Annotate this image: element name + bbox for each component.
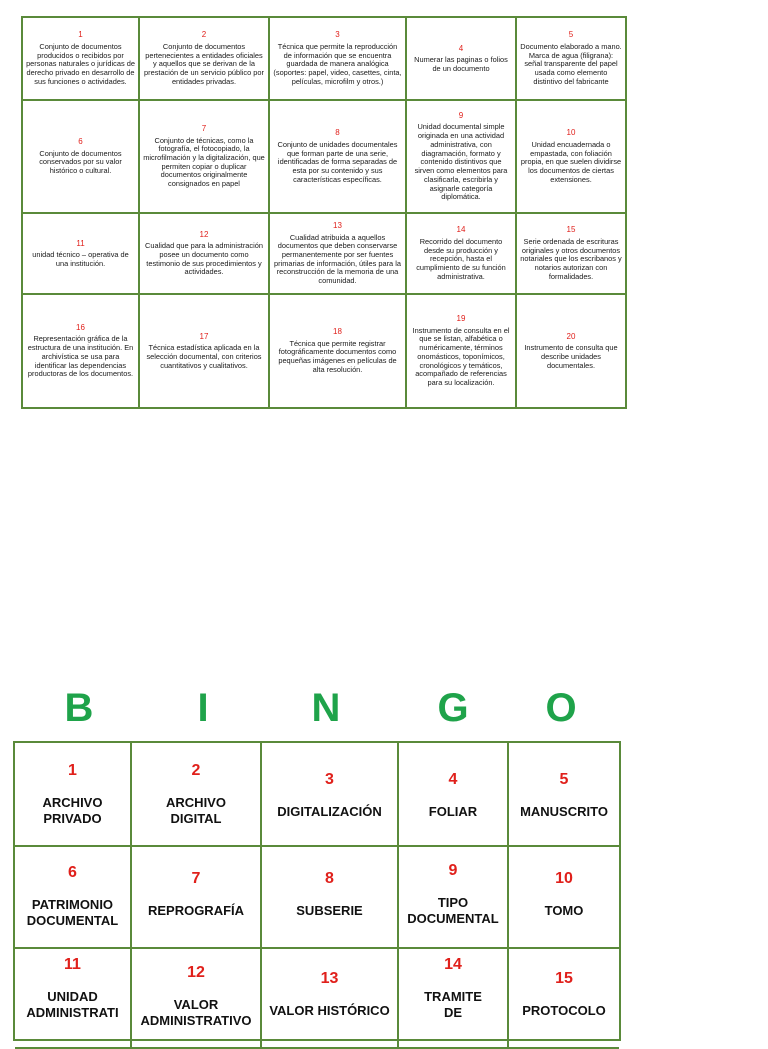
definition-cell [517, 214, 625, 295]
definition-text: Conjunto de técnicas, como la fotografía, el fotocopiado, la microfilmación y la digitalización, que permiten copiar o duplicar documentos originalmente consignados en papel [143, 135, 265, 189]
definition-cell [140, 295, 270, 407]
definition-number: 8 [335, 128, 340, 138]
definition-text: Documento elaborado a mano. Marca de agua (filigrana): señal transparente del papel usada como elemento distintivo del fabricante [520, 41, 622, 86]
definition-number: 2 [201, 30, 207, 40]
bingo-number: 9 [448, 862, 458, 879]
bingo-number: 4 [448, 771, 458, 788]
bingo-term: PATRIMONIO DOCUMENTAL [26, 897, 119, 928]
definition-cell [140, 214, 270, 295]
definition-number: 1 [78, 30, 83, 40]
bingo-letter-i: I [197, 686, 209, 730]
bingo-cell [399, 949, 509, 1049]
bingo-number: 15 [555, 970, 573, 987]
definition-text: Serie ordenada de escrituras originales y otros documentos notariales que los escribanos y notarios autorizan con formalidades. [520, 236, 622, 281]
definition-cell [23, 18, 140, 101]
definition-cell [407, 295, 517, 407]
definition-number: 19 [456, 314, 466, 324]
definition-text: Numerar las paginas o folios de un documento [414, 54, 508, 73]
definition-text: Instrumento de consulta que describe unidades documentales. [524, 343, 618, 370]
definition-cell [270, 18, 407, 101]
definition-text: Recorrido del documento desde su producción y recepción, hasta el cumplimiento de su función administrativa. [416, 236, 506, 281]
definition-text: Conjunto de unidades documentales que forman parte de una serie, identificadas de forma separadas de esta por su contenido y sus características específicas. [277, 139, 398, 184]
definition-cell [517, 18, 625, 101]
definition-number: 16 [76, 322, 85, 332]
definition-number: 11 [76, 238, 85, 248]
definition-text: Técnica que permite la reproducción de información que se encuentra guardada de manera analógica (soportes: papel, video, casettes, cinta, películas, microfilm y otros.) [273, 41, 402, 86]
definition-number: 4 [458, 43, 464, 53]
definition-text: Técnica estadística aplicada en la selección documental, con criterios cuantitativos y cualitativos. [146, 343, 262, 370]
bingo-term: SUBSERIE [296, 903, 363, 918]
definition-number: 20 [566, 331, 576, 341]
definition-text: Conjunto de documentos producidos o recibidos por personas naturales o jurídicas de derecho privado en desarrollo de sus funciones o actividades. [26, 41, 135, 86]
bingo-cell [132, 949, 262, 1049]
definition-cell [517, 101, 625, 214]
definition-number: 5 [568, 30, 574, 40]
definition-text: Unidad documental simple originada en una actividad administrativa, con diagramación, formato y contenido distintivos que sirven como elementos para clasificarla, escribirla y asignarle categoría diplomática. [414, 122, 508, 202]
bingo-cell [132, 847, 262, 949]
definition-number: 10 [566, 128, 576, 138]
bingo-term: ARCHIVO DIGITAL [166, 795, 226, 826]
bingo-cell [15, 949, 132, 1049]
bingo-number: 2 [191, 762, 201, 779]
bingo-number: 13 [320, 970, 339, 987]
bingo-cell [399, 847, 509, 949]
definition-text: Conjunto de documentos pertenecientes a entidades oficiales y aquellos que se derivan de la prestación de un servicio público por entidades privadas. [144, 41, 264, 86]
bingo-number: 8 [325, 870, 334, 887]
bingo-letter-g: G [437, 686, 469, 730]
bingo-number: 5 [559, 771, 569, 788]
bingo-letter-n: N [311, 686, 341, 730]
bingo-term: PROTOCOLO [522, 1003, 606, 1018]
definition-cell [517, 295, 625, 407]
bingo-term: DIGITALIZACIÓN [277, 804, 382, 819]
bingo-term: UNIDAD ADMINISTRATI [26, 989, 119, 1020]
bingo-cell [15, 847, 132, 949]
definition-cell [140, 18, 270, 101]
bingo-cell [399, 743, 509, 847]
bingo-term: MANUSCRITO [520, 804, 608, 819]
definition-text: Representación gráfica de la estructura de una institución. En archivística se usa para identificar las dependencias productoras de los documentos. [27, 334, 134, 379]
definition-number: 12 [199, 229, 209, 239]
bingo-term: TIPO DOCUMENTAL [407, 895, 499, 926]
definition-number: 7 [201, 124, 207, 134]
definition-text: Técnica que permite registrar fotográficamente documentos como pequeñas imágenes en películas de alta resolución. [278, 338, 397, 374]
definition-cell [23, 295, 140, 407]
definition-number: 18 [333, 327, 342, 337]
definition-text: Conjunto de documentos conservados por su valor histórico o cultural. [39, 148, 122, 176]
bingo-number: 6 [68, 864, 77, 881]
definition-text: Instrumento de consulta en el que se listan, alfabética o numéricamente, términos onomásticos, toponímicos, cronológicos y temáticos, acompañado de referencias para su localización. [412, 325, 510, 388]
bingo-letter-o: O [545, 686, 577, 730]
bingo-term: TRAMITE DE [424, 989, 482, 1020]
bingo-number: 11 [64, 956, 81, 973]
definition-cell [270, 295, 407, 407]
definition-cell [407, 214, 517, 295]
bingo-term: REPROGRAFÍA [147, 903, 245, 918]
bingo-term: VALOR ADMINISTRATIVO [140, 997, 252, 1028]
definition-cell [407, 18, 517, 101]
definition-text: unidad técnico – operativa de una institución. [32, 249, 129, 268]
bingo-header [0, 680, 768, 736]
bingo-cell [509, 949, 619, 1049]
bingo-term: ARCHIVO PRIVADO [42, 795, 103, 826]
bingo-number: 7 [191, 870, 201, 887]
bingo-cell [262, 949, 399, 1049]
definition-number: 6 [78, 137, 83, 147]
bingo-cell [509, 847, 619, 949]
bingo-cell [262, 847, 399, 949]
definition-cell [23, 101, 140, 214]
definition-number: 13 [333, 221, 342, 231]
bingo-cell [509, 743, 619, 847]
bingo-letter-b: B [64, 686, 94, 730]
definition-number: 14 [456, 225, 466, 235]
bingo-term: TOMO [544, 903, 584, 918]
definition-number: 17 [199, 331, 209, 341]
bingo-number: 12 [187, 964, 205, 981]
definition-cell [23, 214, 140, 295]
definition-cell [140, 101, 270, 214]
bingo-number: 14 [444, 956, 462, 973]
bingo-number: 3 [325, 771, 334, 788]
definitions-table [21, 16, 627, 409]
bingo-term: FOLIAR [428, 804, 478, 819]
definition-number: 15 [566, 225, 576, 235]
definition-text: Unidad encuadernada o empastada, con foliación propia, en que suelen dividirse los documentos de ciertas extensiones. [520, 139, 622, 184]
definition-cell [270, 101, 407, 214]
definition-number: 9 [458, 110, 464, 120]
bingo-cell [262, 743, 399, 847]
definition-cell [270, 214, 407, 295]
definition-cell [407, 101, 517, 214]
bingo-term: VALOR HISTÓRICO [269, 1003, 390, 1018]
definition-text: Cualidad atribuida a aquellos documentos que deben conservarse permanentemente por ser fuentes primarias de información, útiles para la reconstrucción de la memoria de una comunidad. [274, 232, 401, 286]
bingo-number: 10 [555, 870, 573, 887]
definition-text: Cualidad que para la administración posee un documento como testimonio de sus procedimientos y actividades. [145, 241, 263, 277]
bingo-card [13, 741, 621, 1041]
bingo-number: 1 [68, 762, 77, 779]
definition-number: 3 [335, 30, 340, 40]
bingo-cell [132, 743, 262, 847]
bingo-cell [15, 743, 132, 847]
